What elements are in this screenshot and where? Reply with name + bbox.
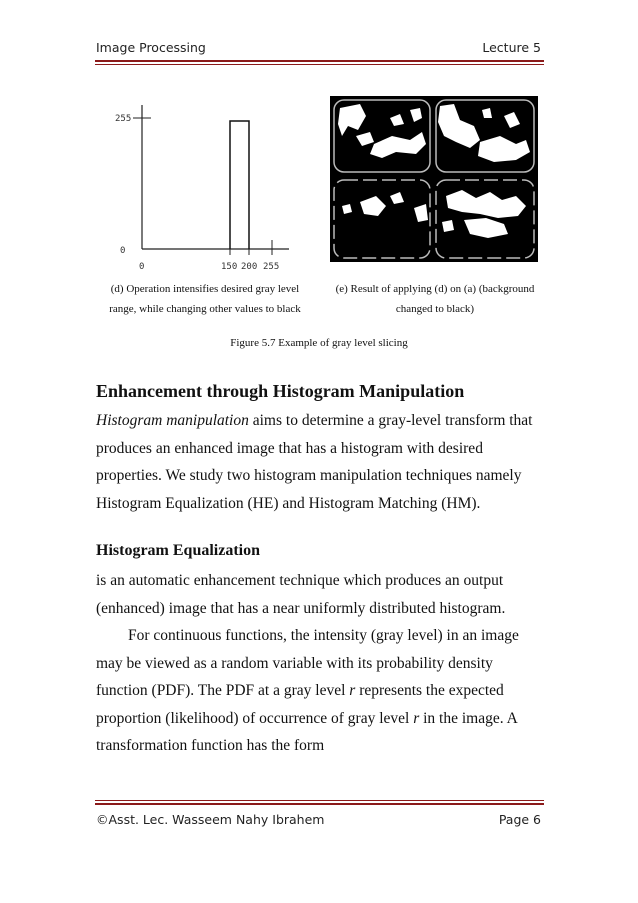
page-number: Page 6 — [498, 812, 541, 827]
term-emphasis: Histogram manipulation — [96, 412, 249, 429]
paragraph-histogram-manipulation — [96, 407, 546, 517]
section-heading: Enhancement through Histogram Manipulation — [96, 381, 465, 401]
footer-rule-thin — [95, 800, 544, 801]
header-rule — [95, 60, 544, 62]
paragraph-text: aims to determine a gray-level transform that produces an enhanced image that has a histogram with desired properties. We study two histogram manipulation techniques namely Histogram Equalization (HE) and Histogram Matching (HM). — [96, 412, 533, 512]
footer-rule — [95, 803, 544, 805]
variable-r: r — [349, 682, 356, 699]
header-rule-thin — [95, 64, 544, 65]
sliced-result-image — [330, 96, 538, 262]
paragraph-text: For continuous functions, the intensity (gray level) in an image may be viewed as a random variable with its probability density function (PDF). The PDF at a gray level — [96, 627, 519, 699]
y-label-255: 255 — [115, 114, 132, 124]
header-title: Image Processing — [96, 40, 206, 55]
header-lecture: Lecture 5 — [482, 40, 541, 55]
x-label-0: 0 — [139, 262, 145, 272]
paragraph-text: in the image. A transformation function has the form — [96, 709, 517, 754]
caption-d: (d) Operation intensifies desired gray level range, while changing other values to black — [109, 283, 301, 315]
footer-author: ©Asst. Lec. Wasseem Nahy Ibrahem — [96, 812, 325, 827]
figure-caption: Figure 5.7 Example of gray level slicing — [230, 337, 408, 349]
y-label-0: 0 — [120, 246, 126, 256]
caption-e: (e) Result of applying (d) on (a) (background changed to black) — [335, 283, 535, 315]
paragraph-equalization: is an automatic enhancement technique which produces an output (enhanced) image that has a near uniformly distributed histogram. — [96, 572, 506, 617]
x-label-150: 150 — [221, 262, 238, 272]
paragraph-pdf — [96, 622, 546, 760]
x-label-200: 200 — [241, 262, 258, 272]
gray-level-slicing-plot — [95, 95, 295, 275]
x-label-255: 255 — [263, 262, 280, 272]
paragraph-text: represents the expected proportion (likelihood) of occurrence of gray level — [96, 682, 504, 727]
variable-r: r — [413, 709, 420, 727]
subsection-heading: Histogram Equalization — [96, 542, 261, 559]
